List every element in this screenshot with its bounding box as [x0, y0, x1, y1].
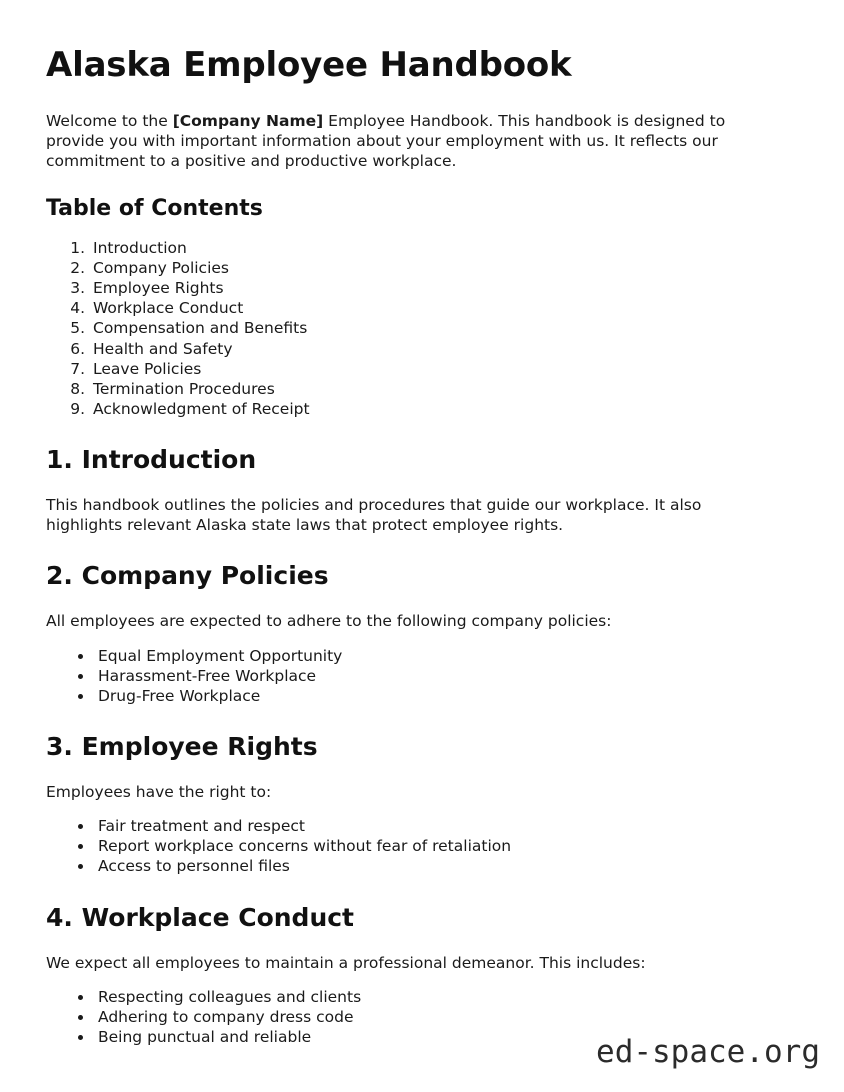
section-heading-workplace-conduct: 4. Workplace Conduct — [46, 902, 355, 932]
list-item: • Access to personnel files — [94, 856, 784, 876]
section-heading-introduction: 1. Introduction — [46, 445, 257, 475]
intro-text-before: Welcome to the — [46, 112, 173, 131]
section-paragraph-employee-rights: Employees have the right to: — [46, 783, 272, 802]
list-item[interactable]: 2. Company Policies — [90, 258, 784, 278]
list-item: • Report workplace concerns without fear of retaliation — [94, 836, 784, 856]
list-item: • Being punctual and reliable — [94, 1027, 784, 1047]
list-item: • Respecting colleagues and clients — [94, 987, 784, 1007]
list-item[interactable]: 4. Workplace Conduct — [90, 298, 784, 318]
list-item[interactable]: 3. Employee Rights — [90, 278, 784, 298]
list-item: • Fair treatment and respect — [94, 816, 784, 836]
company-name-placeholder: [Company Name] — [172, 112, 324, 131]
bullet-list-employee-rights — [46, 816, 784, 876]
list-item[interactable]: 7. Leave Policies — [90, 359, 784, 379]
list-item[interactable]: 5. Compensation and Benefits — [90, 318, 784, 338]
section-heading-company-policies: 2. Company Policies — [46, 561, 329, 591]
bullet-list-company-policies — [46, 646, 784, 706]
table-of-contents-list — [46, 238, 784, 419]
list-item: • Drug-Free Workplace — [94, 686, 784, 706]
list-item[interactable]: 6. Health and Safety — [90, 339, 784, 359]
section-paragraph-introduction: This handbook outlines the policies and procedures that guide our workplace. It also highlights relevant Alaska state laws that protect employee rights. — [46, 496, 702, 535]
list-item[interactable]: 8. Termination Procedures — [90, 379, 784, 399]
page-title: Alaska Employee Handbook — [46, 45, 572, 85]
list-item: • Adhering to company dress code — [94, 1007, 784, 1027]
section-heading-employee-rights: 3. Employee Rights — [46, 732, 318, 762]
table-of-contents-heading: Table of Contents — [46, 195, 263, 221]
list-item[interactable]: 9. Acknowledgment of Receipt — [90, 399, 784, 419]
section-paragraph-workplace-conduct: We expect all employees to maintain a professional demeanor. This includes: — [46, 953, 646, 972]
intro-text-after: Employee Handbook. This handbook is designed to provide you with important information about your employment with us. It reflects our commitment to a positive and productive workplace. — [46, 112, 726, 171]
site-watermark: ed-space.org — [596, 1034, 820, 1070]
list-item: • Equal Employment Opportunity — [94, 646, 784, 666]
list-item: • Harassment-Free Workplace — [94, 666, 784, 686]
list-item[interactable]: 1. Introduction — [90, 238, 784, 258]
section-paragraph-company-policies: All employees are expected to adhere to the following company policies: — [46, 612, 612, 631]
intro-paragraph — [46, 111, 771, 171]
